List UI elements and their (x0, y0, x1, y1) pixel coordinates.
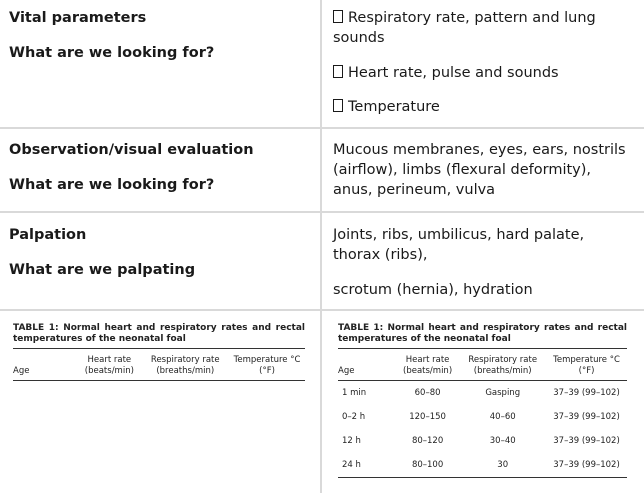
table-header: Temperature °C (°F) (233, 355, 301, 376)
row-1-question: What are we looking for? (9, 45, 215, 61)
table-cell: 80–100 (411, 460, 444, 470)
row-1-title: Vital parameters (9, 10, 147, 26)
table-header: Age (338, 366, 355, 376)
table-cell: Gasping (485, 388, 521, 398)
table-cell: 60–80 (414, 388, 441, 398)
row-2-text: Mucous membranes, eyes, ears, nostrils (airflow), limbs (flexural deformity), anus, perineum, vulva (333, 142, 626, 198)
table-cell: 37–39 (99–102) (553, 388, 620, 398)
table-cell: 37–39 (99–102) (553, 460, 620, 470)
table-rule (338, 477, 627, 478)
table-row (338, 405, 627, 429)
row-3-text-2: scrotum (hernia), hydration (333, 282, 533, 298)
row-2-title: Observation/visual evaluation (9, 142, 254, 158)
row-2-right (333, 140, 633, 200)
table-cell: 37–39 (99–102) (553, 412, 620, 422)
table-cell: 40–60 (489, 412, 516, 422)
table-image-right (338, 323, 627, 478)
checkbox-icon (333, 65, 343, 78)
row-1-left (9, 8, 309, 63)
table-cell: 24 h (342, 460, 361, 470)
table-cell: 80–120 (411, 436, 444, 446)
table-title: TABLE 1: Normal heart and respiratory rates and rectal temperatures of the neonatal foal (338, 323, 627, 344)
table-cell: 30–40 (489, 436, 516, 446)
row-1-item-text: Temperature (348, 99, 440, 115)
table-header: Age (13, 366, 30, 376)
table-row (338, 429, 627, 453)
table-row (338, 381, 627, 406)
checkbox-icon (333, 10, 343, 23)
row-1-right (333, 8, 633, 117)
row-divider (0, 309, 644, 311)
table-header: Respiratory rate (breaths/min) (150, 355, 220, 376)
table (13, 349, 305, 381)
table-cell: 30 (497, 460, 509, 470)
row-3-question: What are we palpating (9, 262, 196, 278)
table-header: Temperature °C (°F) (553, 355, 620, 376)
row-1-item-text: Heart rate, pulse and sounds (348, 65, 559, 81)
table-row (338, 453, 627, 477)
row-3-text-1: Joints, ribs, umbilicus, hard palate, thorax (ribs), (333, 227, 585, 263)
row-1-item (333, 63, 633, 83)
table-header: Heart rate (beats/min) (84, 355, 134, 376)
row-divider (0, 127, 644, 129)
table-title: TABLE 1: Normal heart and respiratory rates and rectal temperatures of the neonatal foal (13, 323, 305, 344)
column-divider (320, 0, 322, 493)
row-2-left (9, 140, 309, 195)
row-3-title: Palpation (9, 227, 87, 243)
row-1-item (333, 8, 633, 48)
row-divider (0, 211, 644, 213)
checkbox-icon (333, 99, 343, 112)
table-header: Respiratory rate (breaths/min) (468, 355, 538, 376)
row-3-left (9, 225, 309, 280)
table-cell: 37–39 (99–102) (553, 436, 620, 446)
table-cell: 12 h (342, 436, 361, 446)
table-cell: 120–150 (409, 412, 446, 422)
table-image-left (13, 323, 305, 381)
row-2-question: What are we looking for? (9, 177, 215, 193)
row-1-item (333, 97, 633, 117)
table (338, 349, 627, 477)
table-cell: 0–2 h (342, 412, 366, 422)
table-cell: 1 min (342, 388, 367, 398)
row-3-right (333, 225, 633, 300)
row-1-item-text: Respiratory rate, pattern and lung sounds (333, 10, 596, 46)
table-header: Heart rate (beats/min) (403, 355, 453, 376)
